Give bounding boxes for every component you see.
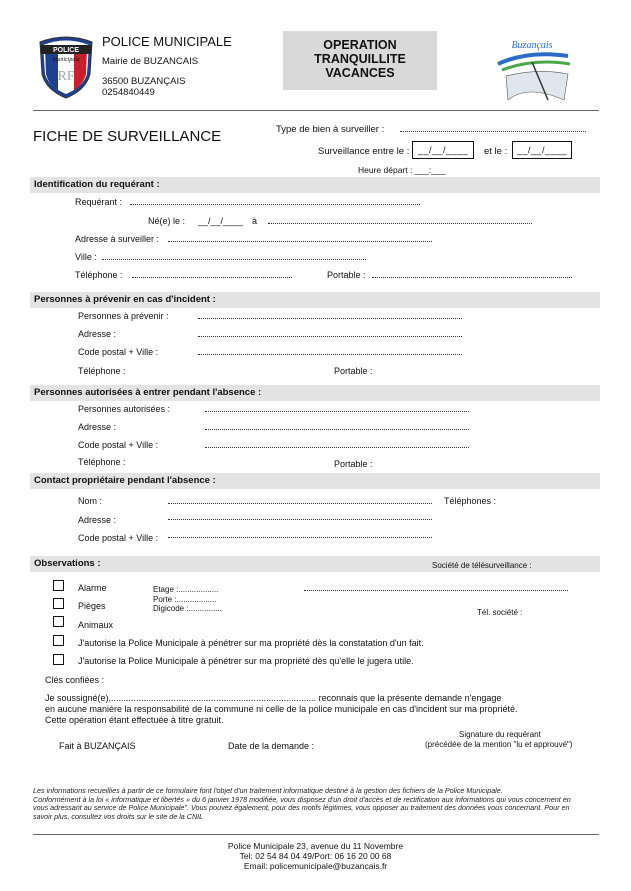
cles-confiees-label: Clés confiées : [45, 675, 105, 685]
contact-cp-field[interactable] [168, 537, 432, 538]
operation-title-box [283, 31, 437, 90]
declaration-line-3: Cette opération étant effectuée à titre gratuit. [45, 715, 224, 725]
op-title-line-1: OPERATION [323, 38, 397, 52]
prevenir-cp-label: Code postal + Ville : [78, 347, 159, 357]
heure-depart-field[interactable]: Heure départ : ___:___ [358, 165, 446, 175]
mairie-name: Mairie de BUZANCAIS [102, 56, 199, 67]
type-bien-field[interactable] [400, 131, 586, 132]
legal-notice [33, 787, 599, 821]
declaration-line-1: Je soussigné(e),.................................................................................. reconnais que la présente demande n'engage [45, 693, 502, 703]
telephone-label: Téléphone : [75, 270, 123, 280]
tel-societe-label: Tél. société : [477, 608, 523, 617]
legal-line-1: Les informations recueillies à partir de ce formulaire font l'objet d'un traitement informatique destiné à la gestion des fichiers de la Police Municipale. [33, 786, 503, 795]
prevenir-cp-field[interactable] [198, 354, 462, 355]
legal-line-3: vous adressant au service de Police Municipale". Vous pouvez également, pour des motifs légitimes, vous opposer au traitement des données vous concernant. Pour en [33, 803, 570, 812]
prevenir-portable-label: Portable : [334, 366, 373, 376]
org-address: 36500 BUZANÇAIS [102, 76, 186, 87]
pieges-label: Pièges [78, 601, 106, 611]
lieu-naissance-field[interactable] [268, 223, 532, 224]
badge-text-top: POLICE [52, 47, 80, 54]
requerant-field[interactable] [130, 204, 420, 205]
org-name: POLICE MUNICIPALE [102, 34, 232, 49]
autorise-constatation-label: J'autorise la Police Municipale à pénétrer sur ma propriété dès la constatation d'un fait. [78, 638, 424, 648]
date-start-field[interactable]: __/__/____ [412, 141, 474, 159]
contact-cp-label: Code postal + Ville : [78, 533, 159, 543]
legal-line-2: Conformément à la loi « informatique et libertés » du 6 janvier 1978 modifiée, vous disposez d'un droit d'accès et de rectification aux informations qui vous concernent en [33, 794, 571, 804]
surveillance-entre-label: Surveillance entre le : [318, 146, 410, 157]
autorisees-personnes-label: Personnes autorisées : [78, 404, 171, 414]
societe-label: Société de télésurveillance : [432, 561, 532, 570]
telephone-field[interactable] [132, 277, 292, 278]
prevenir-adresse-label: Adresse : [78, 329, 117, 339]
adresse-surveiller-label: Adresse à surveiller : [75, 234, 160, 244]
a-label: à [252, 216, 258, 226]
autorisees-telephone-label: Téléphone : [78, 457, 126, 467]
logo-text: Buzançais [511, 40, 553, 51]
adresse-surveiller-field[interactable] [168, 241, 432, 242]
contact-adresse-label: Adresse : [78, 515, 117, 525]
digicode-field[interactable]: Digicode :............... [153, 604, 222, 613]
prevenir-personnes-field[interactable] [198, 318, 462, 319]
section-prevenir: Personnes à prévenir en cas d'incident : [30, 292, 600, 308]
pieges-checkbox[interactable] [53, 598, 64, 609]
section-observations: Observations : [30, 556, 600, 572]
badge-text-mid: Municipale [52, 57, 80, 63]
autorisees-adresse-label: Adresse : [78, 422, 117, 432]
date-demande-label: Date de la demande : [228, 741, 315, 751]
alarme-checkbox[interactable] [53, 580, 64, 591]
footer-address: Police Municipale 23, avenue du 11 Novembre [227, 841, 404, 851]
autorise-utile-checkbox[interactable] [53, 654, 64, 665]
animaux-checkbox[interactable] [53, 616, 64, 627]
signature-label-1: Signature du requérant [459, 730, 541, 739]
contact-nom-label: Nom : [78, 496, 103, 506]
autorisees-portable-label: Portable : [334, 459, 373, 469]
footer-email: Email: policemunicipale@buzancais.fr [243, 861, 388, 871]
portable-field[interactable] [372, 277, 572, 278]
police-badge-logo [36, 34, 96, 100]
ville-label: Ville : [75, 252, 97, 262]
autorise-constatation-checkbox[interactable] [53, 635, 64, 646]
legal-line-4: savoir plus, consultez vos droits sur le site de la CNIL [33, 811, 204, 821]
form-title: FICHE DE SURVEILLANCE [33, 128, 222, 145]
ne-le-date-field[interactable]: __/__/____ [198, 216, 244, 226]
fait-a-label: Fait à BUZANÇAIS [59, 741, 136, 751]
contact-telephones-label: Téléphones : [444, 496, 497, 506]
autorisees-personnes-field[interactable] [205, 411, 469, 412]
portable-label: Portable : [327, 270, 366, 280]
header-rule [33, 110, 599, 111]
ville-field[interactable] [102, 259, 366, 260]
animaux-label: Animaux [78, 620, 114, 630]
autorisees-adresse-field[interactable] [205, 429, 469, 430]
footer-tel: Tel: 02 54 84 04 49/Port: 06 16 20 00 68 [239, 851, 392, 861]
autorise-utile-label: J'autorise la Police Municipale à pénétrer sur ma propriété dès qu'elle le jugera utile. [78, 656, 414, 666]
section-identification: Identification du requérant : [30, 177, 600, 193]
declaration-line-2: en aucune manière la responsabilité de la commune ni celle de la police municipale en cas d'incident sur ma propriété. [45, 704, 518, 714]
prevenir-adresse-field[interactable] [198, 336, 462, 337]
societe-field[interactable] [304, 590, 568, 591]
alarme-label: Alarme [78, 583, 107, 593]
ne-le-label: Né(e) le : [148, 216, 186, 226]
porte-field[interactable]: Porte :.................. [153, 595, 217, 604]
org-phone: 0254840449 [102, 87, 155, 98]
autorisees-cp-field[interactable] [205, 447, 469, 448]
signature-label-2: (précédée de la mention "lu et approuvé") [425, 740, 573, 749]
section-autorisees: Personnes autorisées à entrer pendant l'absence : [30, 385, 600, 401]
et-le-label: et le : [484, 146, 508, 157]
autorisees-cp-label: Code postal + Ville : [78, 440, 159, 450]
contact-adresse-field[interactable] [168, 519, 432, 520]
prevenir-personnes-label: Personnes à prévenir : [78, 311, 169, 321]
op-title-line-2: TRANQUILLITE [314, 52, 406, 66]
op-title-line-3: VACANCES [325, 66, 395, 80]
footer-rule [33, 834, 599, 835]
buzancais-logo [488, 34, 580, 104]
prevenir-telephone-label: Téléphone : [78, 366, 126, 376]
section-contact: Contact propriétaire pendant l'absence : [30, 473, 600, 489]
etage-field[interactable]: Etage :.................. [153, 585, 219, 594]
badge-text-rf: RF [57, 69, 75, 84]
contact-nom-field[interactable] [168, 503, 432, 504]
requerant-label: Requérant : [75, 197, 123, 207]
type-bien-label: Type de bien à surveiller : [276, 124, 385, 135]
date-end-field[interactable]: __/__/____ [512, 141, 572, 159]
